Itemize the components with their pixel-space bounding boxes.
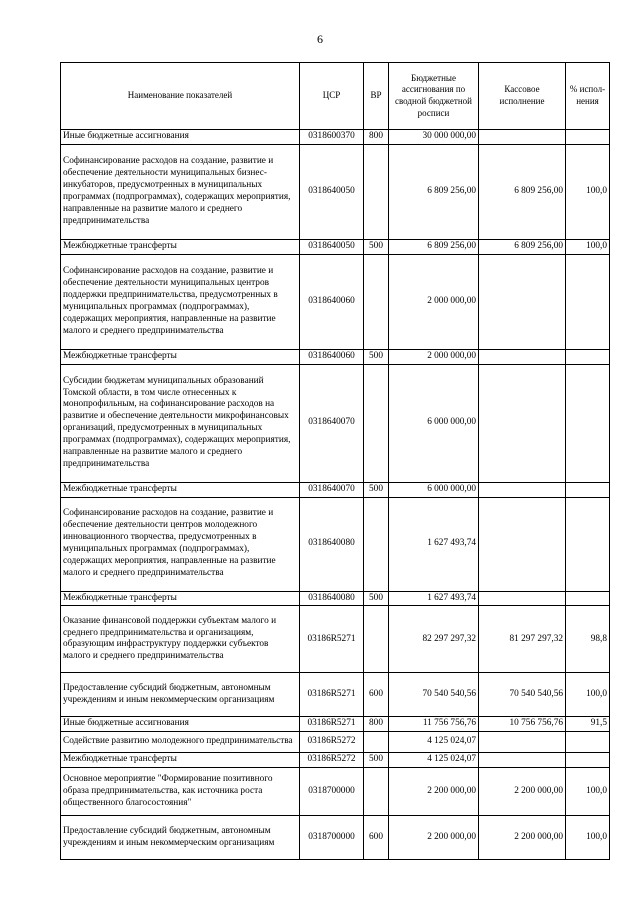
cell-execution-percent: 100,0 bbox=[566, 768, 610, 816]
table-row bbox=[61, 606, 610, 673]
cell-cash-execution: 2 200 000,00 bbox=[479, 816, 566, 860]
cell-name: Софинансирование расходов на создание, развитие и обеспечение деятельности центров молодежного инновационного творчества, предусмотренных в муниципальных программах (подпрограммах), содержащих мероприятия, направленные на развитие малого и среднего предпринимательства bbox=[61, 497, 300, 591]
cell-vr bbox=[364, 144, 389, 239]
cell-cash-execution: 10 756 756,76 bbox=[479, 717, 566, 732]
cell-vr: 500 bbox=[364, 753, 389, 768]
cell-vr: 500 bbox=[364, 349, 389, 364]
table-row bbox=[61, 753, 610, 768]
cell-csr: 03186R5271 bbox=[300, 606, 364, 673]
header-name: Наименование показателей bbox=[61, 63, 300, 130]
cell-name: Софинансирование расходов на создание, развитие и обеспечение деятельности муниципальных бизнес-инкубаторов, предусмотренных в муниципальных программах (подпрограммах), содержащих мероприятия, направленные на развитие малого и среднего предпринимательства bbox=[61, 144, 300, 239]
cell-csr: 0318640060 bbox=[300, 254, 364, 349]
cell-csr: 03186R5271 bbox=[300, 673, 364, 717]
cell-cash-execution: 6 809 256,00 bbox=[479, 144, 566, 239]
cell-vr: 800 bbox=[364, 717, 389, 732]
cell-name: Иные бюджетные ассигнования bbox=[61, 130, 300, 145]
cell-execution-percent bbox=[566, 349, 610, 364]
cell-csr: 0318640050 bbox=[300, 144, 364, 239]
cell-assignments: 6 000 000,00 bbox=[389, 482, 479, 497]
cell-assignments: 2 000 000,00 bbox=[389, 349, 479, 364]
table-header-row bbox=[61, 63, 610, 130]
cell-cash-execution bbox=[479, 591, 566, 606]
cell-assignments: 4 125 024,07 bbox=[389, 732, 479, 753]
cell-execution-percent bbox=[566, 732, 610, 753]
cell-name: Межбюджетные трансферты bbox=[61, 753, 300, 768]
table-row bbox=[61, 364, 610, 482]
cell-vr bbox=[364, 768, 389, 816]
cell-csr: 03186R5272 bbox=[300, 753, 364, 768]
cell-cash-execution: 81 297 297,32 bbox=[479, 606, 566, 673]
cell-name: Содействие развитию молодежного предпринимательства bbox=[61, 732, 300, 753]
cell-execution-percent: 100,0 bbox=[566, 144, 610, 239]
cell-cash-execution: 2 200 000,00 bbox=[479, 768, 566, 816]
table-row bbox=[61, 591, 610, 606]
table-row bbox=[61, 497, 610, 591]
cell-execution-percent bbox=[566, 254, 610, 349]
cell-cash-execution bbox=[479, 732, 566, 753]
cell-csr: 0318640080 bbox=[300, 497, 364, 591]
table-row bbox=[61, 673, 610, 717]
cell-name: Иные бюджетные ассигнования bbox=[61, 717, 300, 732]
table-row bbox=[61, 732, 610, 753]
cell-csr: 03186R5272 bbox=[300, 732, 364, 753]
cell-vr: 800 bbox=[364, 130, 389, 145]
cell-execution-percent bbox=[566, 497, 610, 591]
cell-cash-execution: 70 540 540,56 bbox=[479, 673, 566, 717]
cell-execution-percent: 100,0 bbox=[566, 239, 610, 254]
cell-assignments: 4 125 024,07 bbox=[389, 753, 479, 768]
header-csr: ЦСР bbox=[300, 63, 364, 130]
cell-assignments: 2 000 000,00 bbox=[389, 254, 479, 349]
cell-csr: 0318640070 bbox=[300, 482, 364, 497]
cell-cash-execution bbox=[479, 254, 566, 349]
cell-execution-percent: 98,8 bbox=[566, 606, 610, 673]
cell-cash-execution: 6 809 256,00 bbox=[479, 239, 566, 254]
cell-execution-percent: 91,5 bbox=[566, 717, 610, 732]
cell-assignments: 6 809 256,00 bbox=[389, 144, 479, 239]
cell-vr: 500 bbox=[364, 482, 389, 497]
cell-cash-execution bbox=[479, 497, 566, 591]
table-row bbox=[61, 768, 610, 816]
cell-execution-percent bbox=[566, 753, 610, 768]
budget-execution-table bbox=[60, 62, 610, 860]
table-row bbox=[61, 816, 610, 860]
cell-vr: 600 bbox=[364, 673, 389, 717]
cell-name: Межбюджетные трансферты bbox=[61, 482, 300, 497]
cell-cash-execution bbox=[479, 349, 566, 364]
cell-vr: 500 bbox=[364, 591, 389, 606]
cell-csr: 0318700000 bbox=[300, 768, 364, 816]
cell-name: Предоставление субсидий бюджетным, автономным учреждениям и иным некоммерческим организациям bbox=[61, 816, 300, 860]
cell-name: Оказание финансовой поддержки субъектам малого и среднего предпринимательства и организациям, образующим инфраструктуру поддержки субъектов малого и среднего предпринимательства bbox=[61, 606, 300, 673]
cell-execution-percent bbox=[566, 482, 610, 497]
cell-vr: 500 bbox=[364, 239, 389, 254]
table-row bbox=[61, 239, 610, 254]
cell-execution-percent bbox=[566, 364, 610, 482]
cell-name: Предоставление субсидий бюджетным, автономным учреждениям и иным некоммерческим организациям bbox=[61, 673, 300, 717]
table-body bbox=[61, 130, 610, 860]
cell-vr bbox=[364, 254, 389, 349]
cell-assignments: 70 540 540,56 bbox=[389, 673, 479, 717]
table-row bbox=[61, 482, 610, 497]
cell-name: Основное мероприятие "Формирование позитивного образа предпринимательства, как источника роста общественного благосостояния" bbox=[61, 768, 300, 816]
table-row bbox=[61, 349, 610, 364]
cell-assignments: 1 627 493,74 bbox=[389, 591, 479, 606]
header-execution-percent: % испол-нения bbox=[566, 63, 610, 130]
cell-name: Межбюджетные трансферты bbox=[61, 349, 300, 364]
cell-assignments: 2 200 000,00 bbox=[389, 768, 479, 816]
cell-vr: 600 bbox=[364, 816, 389, 860]
cell-assignments: 2 200 000,00 bbox=[389, 816, 479, 860]
cell-cash-execution bbox=[479, 130, 566, 145]
cell-execution-percent: 100,0 bbox=[566, 816, 610, 860]
cell-name: Субсидии бюджетам муниципальных образований Томской области, в том числе отнесенных к монопрофильным, на софинансирование расходов на развитие и обеспечение деятельности микрофинансовых организаций, предусмотренных в муниципальных программах (подпрограммах), содержащих мероприятия, направленные на развитие малого и среднего предпринимательства bbox=[61, 364, 300, 482]
table-row bbox=[61, 130, 610, 145]
cell-csr: 0318640080 bbox=[300, 591, 364, 606]
cell-assignments: 30 000 000,00 bbox=[389, 130, 479, 145]
cell-assignments: 6 809 256,00 bbox=[389, 239, 479, 254]
cell-csr: 0318640050 bbox=[300, 239, 364, 254]
cell-vr bbox=[364, 364, 389, 482]
table-row bbox=[61, 144, 610, 239]
header-cash-execution: Кассовое исполнение bbox=[479, 63, 566, 130]
cell-assignments: 11 756 756,76 bbox=[389, 717, 479, 732]
cell-vr bbox=[364, 606, 389, 673]
table-row bbox=[61, 717, 610, 732]
cell-csr: 0318640070 bbox=[300, 364, 364, 482]
cell-assignments: 82 297 297,32 bbox=[389, 606, 479, 673]
cell-csr: 0318600370 bbox=[300, 130, 364, 145]
cell-name: Межбюджетные трансферты bbox=[61, 591, 300, 606]
header-vr: ВР bbox=[364, 63, 389, 130]
cell-assignments: 6 000 000,00 bbox=[389, 364, 479, 482]
cell-assignments: 1 627 493,74 bbox=[389, 497, 479, 591]
page-number: 6 bbox=[317, 32, 323, 46]
table-row bbox=[61, 254, 610, 349]
cell-name: Межбюджетные трансферты bbox=[61, 239, 300, 254]
cell-vr bbox=[364, 497, 389, 591]
cell-csr: 0318700000 bbox=[300, 816, 364, 860]
cell-cash-execution bbox=[479, 482, 566, 497]
header-assignments: Бюджетные ассигнования по сводной бюджетной росписи bbox=[389, 63, 479, 130]
cell-execution-percent bbox=[566, 591, 610, 606]
cell-cash-execution bbox=[479, 753, 566, 768]
cell-vr bbox=[364, 732, 389, 753]
cell-name: Софинансирование расходов на создание, развитие и обеспечение деятельности муниципальных центров поддержки предпринимательства, предусмотренных в муниципальных программах (подпрограммах), содержащих мероприятия, направленные на развитие малого и среднего предпринимательства bbox=[61, 254, 300, 349]
cell-cash-execution bbox=[479, 364, 566, 482]
cell-execution-percent bbox=[566, 130, 610, 145]
cell-csr: 0318640060 bbox=[300, 349, 364, 364]
cell-csr: 03186R5271 bbox=[300, 717, 364, 732]
cell-execution-percent: 100,0 bbox=[566, 673, 610, 717]
